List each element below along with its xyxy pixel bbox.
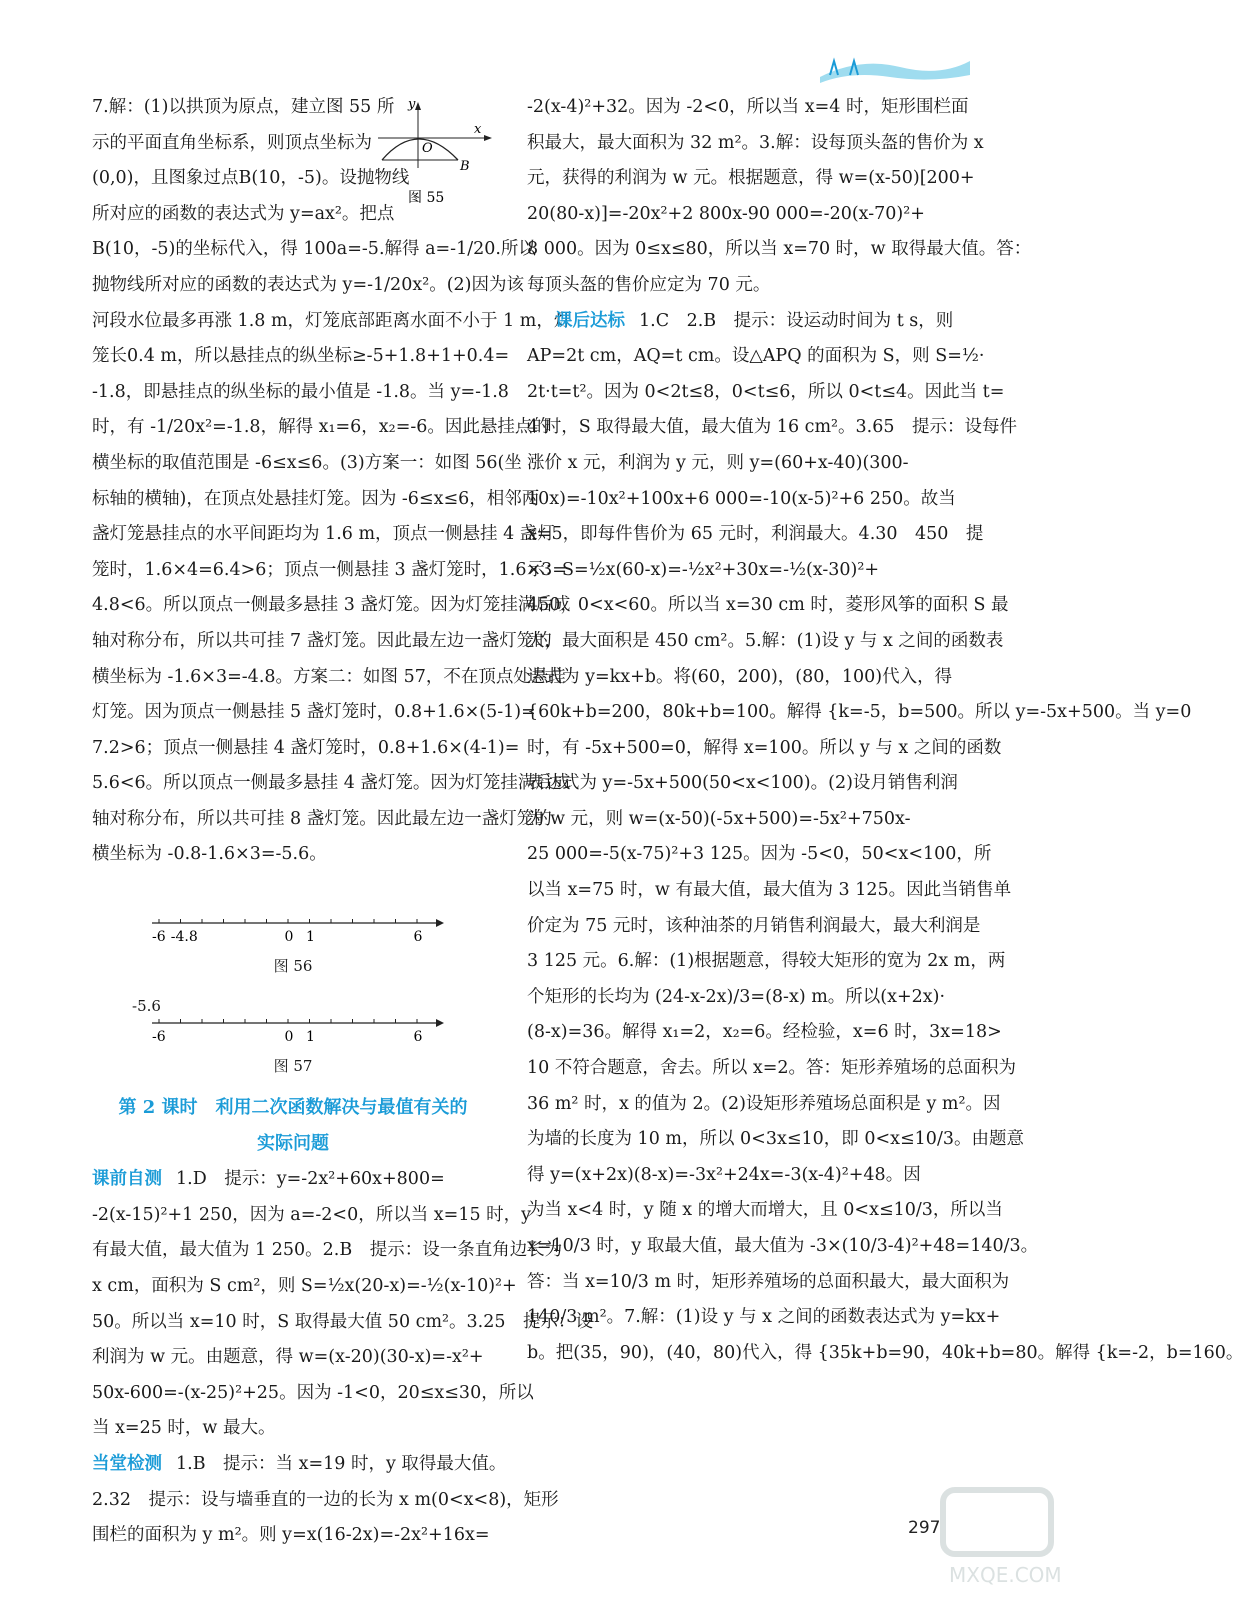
after-class-line: 为 w 元，则 w=(x-50)(-5x+500)=-5x²+750x- (527, 808, 911, 829)
after-class-line: 个矩形的长均为 (24-x-2x)/3=(8-x) m。所以(x+2x)· (527, 986, 946, 1007)
after-class-line: x=10/3 时，y 取最大值，最大值为 -3×(10/3-4)²+48=140/3。 (527, 1236, 1039, 1256)
after-class-line (527, 304, 957, 340)
pre-class-line: 当 x=25 时，w 最大。 (92, 1418, 276, 1439)
after-class-tag: 课后达标 (555, 310, 625, 331)
problem7-line: 标轴的横轴)，在顶点处悬挂灯笼。因为 -6≤x≤6，相邻两 (92, 488, 540, 509)
after-class-line: x=5，即每件售价为 65 元时，利润最大。4.30 450 提 (527, 524, 984, 545)
right-lines-a (527, 90, 1032, 304)
problem7-line: 灯笼。因为顶点一侧悬挂 5 盏灯笼时，0.8+1.6×(5-1)= (92, 702, 536, 723)
problem7-line: 轴对称分布，所以共可挂 8 盏灯笼。因此最左边一盏灯笼的 (92, 808, 552, 829)
after-class-line: b。把(35，90)，(40，80)代入，得 {35k+b=90，40k+b=80。解得 {k=-2，b=160。 (527, 1342, 1243, 1363)
right-a-line: 20(80-x)]=-20x²+2 800x-90 000=-20(x-70)²+ (527, 203, 925, 224)
pre-class-line: 50x-600=-(x-25)²+25。因为 -1<0，20≤x≤30，所以 (92, 1382, 534, 1403)
figure-56-tick-label: 1 (306, 929, 315, 946)
in-class-line: 2.32 提示：设与墙垂直的一边的长为 x m(0<x<8)，矩形 (92, 1489, 559, 1510)
after-class-line: 3 125 元。6.解：(1)根据题意，得较大矩形的宽为 2x m，两 (527, 951, 1006, 972)
after-class-line: 10x)=-10x²+100x+6 000=-10(x-5)²+6 250。故当 (527, 488, 956, 509)
pre-class-tag: 课前自测 (92, 1169, 162, 1190)
figure-57-caption: 图 57 (273, 1056, 313, 1075)
after-class-line: 140/3 m²。7.解：(1)设 y 与 x 之间的函数表达式为 y=kx+ (527, 1307, 1001, 1328)
problem7-line: 4.8<6。所以顶点一侧最多悬挂 3 盏灯笼。因为灯笼挂满后成 (92, 595, 571, 616)
right-column (527, 90, 1243, 1371)
problem7-line: 时，有 -1/20x²=-1.8，解得 x₁=6，x₂=-6。因此悬挂点的 (92, 417, 550, 438)
right-a-line: -2(x-4)²+32。因为 -2<0，所以当 x=4 时，矩形围栏面 (527, 97, 969, 117)
pre-class-text: 1.D 提示：y=-2x²+60x+800= (176, 1169, 445, 1190)
in-class-line (92, 1447, 507, 1483)
after-class-line: AP=2t cm，AQ=t cm。设△APQ 的面积为 S，则 S=½· (527, 346, 985, 367)
right-a-line: 元，获得的利润为 w 元。根据题意，得 w=(x-50)[200+ (527, 168, 975, 189)
right-a-line: 积最大，最大面积为 32 m²。3.解：设每顶头盔的售价为 x (527, 132, 984, 153)
after-class-line: 为当 x<4 时，y 随 x 的增大而增大，且 0<x≤10/3，所以当 (527, 1200, 1003, 1221)
figure-56-arrow (436, 919, 444, 927)
after-class-line: {60k+b=200，80k+b=100。解得 {k=-5，b=500。所以 y=-5x+500。当 y=0 (527, 702, 1192, 723)
after-class-line: 示：S=½x(60-x)=-½x²+30x=-½(x-30)²+ (527, 559, 880, 580)
figure-56-number-line (138, 909, 448, 949)
figure-55-parabola (376, 98, 494, 208)
problem7-line: -1.8，即悬挂点的纵坐标的最小值是 -1.8。当 y=-1.8 (92, 381, 509, 402)
after-class-line: (8-x)=36。解得 x₁=2，x₂=6。经检验，x=6 时，3x=18> (527, 1022, 1002, 1043)
figure-57-tick-label: 6 (413, 1028, 423, 1045)
after-class-section (527, 304, 1243, 1372)
after-class-line: 为墙的长度为 10 m，所以 0<3x≤10，即 0<x≤10/3。由题意 (527, 1129, 1024, 1150)
page-number: 297 (908, 1518, 941, 1538)
figure-56-tick-label: -4.8 (170, 929, 198, 946)
figure-57-tick-label: 0 (284, 1028, 294, 1045)
after-class-line: 25 000=-5(x-75)²+3 125。因为 -5<0，50<x<100，所 (527, 844, 992, 865)
after-class-line: 36 m² 时，x 的值为 2。(2)设矩形养殖场总面积是 y m²。因 (527, 1093, 1001, 1114)
after-class-line: 得 y=(x+2x)(8-x)=-3x²+24x=-3(x-4)²+48。因 (527, 1164, 921, 1185)
figure-56-tick-label: 6 (413, 929, 423, 946)
after-class-line: 时，有 -5x+500=0，解得 x=100。所以 y 与 x 之间的函数 (527, 737, 1002, 758)
after-class-line: 2t·t=t²。因为 0<2t≤8，0<t≤6，所以 0<t≤4。因此当 t= (527, 381, 1005, 402)
problem7-line: 横坐标的取值范围是 -6≤x≤6。(3)方案一：如图 56(坐 (92, 452, 522, 473)
figure-56-caption: 图 56 (273, 957, 313, 976)
problem7-line: 示的平面直角坐标系，则顶点坐标为 (92, 132, 372, 153)
problem7-line: (0,0)，且图象过点B(10，-5)。设抛物线 (92, 168, 410, 189)
in-class-section (92, 1447, 559, 1554)
problem7-line: 抛物线所对应的函数的表达式为 y=-1/20x²。(2)因为该 (92, 274, 524, 295)
after-class-line: 大，最大面积是 450 cm²。5.解：(1)设 y 与 x 之间的函数表 (527, 630, 1004, 651)
after-class-line: 450，0<x<60。所以当 x=30 cm 时，菱形风筝的面积 S 最 (527, 595, 1009, 616)
figure-55-o-label: O (422, 141, 433, 156)
figure-56-tick-label: 0 (284, 929, 294, 946)
header-wave-decoration (820, 55, 970, 85)
figure-57-arrow (436, 1019, 444, 1027)
watermark-logo (935, 1480, 1060, 1592)
problem7-line: 河段水位最多再涨 1.8 m，灯笼底部距离水面不小于 1 m，灯 (92, 310, 572, 331)
watermark-text: MXQE.COM (949, 1563, 1062, 1587)
right-a-line: 8 000。因为 0≤x≤80，所以当 x=70 时，w 取得最大值。答： (527, 239, 1032, 260)
pre-class-line: 利润为 w 元。由题意，得 w=(x-20)(30-x)=-x²+ (92, 1347, 484, 1368)
problem7-line: 7.2>6；顶点一侧悬挂 4 盏灯笼时，0.8+1.6×(4-1)= (92, 737, 520, 758)
after-class-text: 1.C 2.B 提示：设运动时间为 t s，则 (639, 310, 954, 331)
pre-class-line: -2(x-15)²+1 250，因为 a=-2<0，所以当 x=15 时，y (92, 1204, 532, 1225)
lesson-title-line2: 实际问题 (257, 1133, 329, 1155)
problem7-line: 5.6<6。所以顶点一侧最多悬挂 4 盏灯笼。因为灯笼挂满后成 (92, 773, 571, 794)
after-class-line: 涨价 x 元，利润为 y 元，则 y=(60+x-40)(300- (527, 452, 909, 473)
pre-class-line: 有最大值，最大值为 1 250。2.B 提示：设一条直角边长为 (92, 1240, 563, 1261)
problem7-line: 笼时，1.6×4=6.4>6；顶点一侧悬挂 3 盏灯笼时，1.6×3= (92, 559, 567, 580)
problem7-line: 轴对称分布，所以共可挂 7 盏灯笼。因此最左边一盏灯笼的 (92, 630, 552, 651)
figure-56-tick-label: -6 (152, 929, 166, 946)
after-class-line: 价定为 75 元时，该种油茶的月销售利润最大，最大利润是 (527, 915, 981, 936)
problem7-line: 所对应的函数的表达式为 y=ax²。把点 (92, 203, 395, 224)
pre-class-line (92, 1162, 494, 1198)
lesson-title-line1: 第 2 课时 利用二次函数解决与最值有关的 (118, 1097, 468, 1119)
pre-class-line: 50。所以当 x=10 时，S 取得最大值 50 cm²。3.25 提示：设 (92, 1311, 594, 1332)
in-class-line: 围栏的面积为 y m²。则 y=x(16-2x)=-2x²+16x= (92, 1525, 490, 1546)
problem7-line: B(10，-5)的坐标代入，得 100a=-5.解得 a=-1/20.所以 (92, 239, 536, 260)
figure-55-x-label: x (474, 122, 482, 137)
figure-57-number-line (138, 1009, 448, 1049)
problem7-line: 笼长0.4 m，所以悬挂点的纵坐标≥-5+1.8+1+0.4= (92, 346, 510, 367)
pre-class-line: x cm，面积为 S cm²，则 S=½x(20-x)=-½(x-10)²+ (92, 1276, 517, 1297)
after-class-line: 答：当 x=10/3 m 时，矩形养殖场的总面积最大，最大面积为 (527, 1271, 1010, 1292)
figure-57-tick-label: -6 (152, 1028, 166, 1045)
in-class-tag: 当堂检测 (92, 1454, 162, 1474)
figure-57-tick-label: 1 (306, 1028, 315, 1045)
problem7-line: 盏灯笼悬挂点的水平间距均为 1.6 m，顶点一侧悬挂 4 盏灯 (92, 524, 555, 545)
problem7-line: 横坐标为 -0.8-1.6×3=-5.6。 (92, 844, 327, 865)
right-a-line: 每顶头盔的售价应定为 70 元。 (527, 274, 771, 295)
figure-55-b-label: B (460, 159, 470, 174)
after-class-line: 表达式为 y=-5x+500(50<x<100)。(2)设月销售利润 (527, 773, 958, 794)
after-class-line: 10 不符合题意，舍去。所以 x=2。答：矩形养殖场的总面积为 (527, 1058, 1017, 1079)
after-class-line: 达式为 y=kx+b。将(60，200)，(80，100)代入，得 (527, 666, 953, 687)
after-class-line: 以当 x=75 时，w 有最大值，最大值为 3 125。因此当销售单 (527, 880, 1012, 901)
pre-class-section (92, 1162, 594, 1447)
in-class-text: 1.B 提示：当 x=19 时，y 取得最大值。 (176, 1454, 507, 1474)
after-class-line: 4 时，S 取得最大值，最大值为 16 cm²。3.65 提示：设每件 (527, 417, 1018, 438)
figure-57-top-label: -5.6 (132, 996, 161, 1015)
problem7-line: 7.解：(1)以拱顶为原点，建立图 55 所 (92, 97, 395, 117)
problem7-line: 横坐标为 -1.6×3=-4.8。方案二：如图 57，不在顶点处悬挂 (92, 666, 566, 687)
figure-55-caption: 图 55 (408, 190, 445, 206)
figure-55-y-label: y (408, 97, 416, 112)
